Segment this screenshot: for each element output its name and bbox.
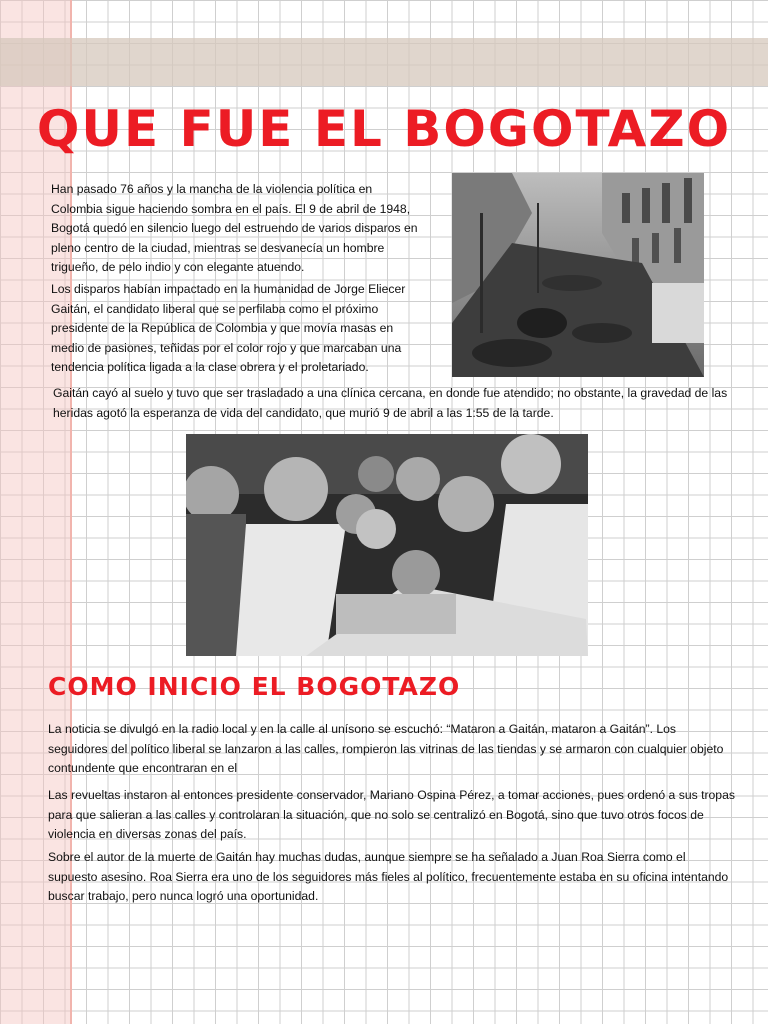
section-paragraph-2: Las revueltas instaron al entonces presidente conservador, Mariano Ospina Pérez, a tomar acciones, pues ordenó a sus tropas para que salieran a las calles y controlaran la situación, que no solo se centralizó en Bogotá, sino que tuvo otros focos de violencia en diversas zonas del país.	[48, 788, 735, 841]
gaitan-crowd-photo	[186, 434, 588, 656]
section-paragraph-1: La noticia se divulgó en la radio local y en la calle al unísono se escuchó: “Mataron a Gaitán, mataron a Gaitán”. Los seguidores del político liberal se lanzaron a las calles, rompieron las vitrinas de las tiendas y se armaron con cualquier objeto contundente que encontraran en el	[48, 722, 724, 775]
street-riot-photo	[452, 173, 704, 377]
section-paragraph-3: Sobre el autor de la muerte de Gaitán hay muchas dudas, aunque siempre se ha señalado a Juan Roa Sierra como el supuesto asesino. Roa Sierra era uno de los seguidores más fieles al político, frecuentemente estaba en su oficina intentando buscar trabajo, pero nunca logró una oportunidad.	[48, 850, 729, 903]
page-title: QUE FUE EL BOGOTAZO	[36, 100, 732, 158]
header-band	[0, 38, 768, 86]
section-heading: COMO INICIO EL BOGOTAZO	[48, 672, 461, 701]
intro-paragraph-3: Gaitán cayó al suelo y tuvo que ser trasladado a una clínica cercana, en donde fue atendido; no obstante, la gravedad de las heridas agotó la esperanza de vida del candidato, que murió 9 de abril a las 1:55 de la tarde.	[53, 386, 728, 420]
intro-paragraph-1: Han pasado 76 años y la mancha de la violencia política en Colombia sigue haciendo sombra en el país. El 9 de abril de 1948, Bogotá quedó en silencio luego del estruendo de varios disparos en pleno centro de la ciudad, mientras se desvanecía un hombre trigueño, de pelo indio y con elegante atuendo.	[51, 182, 418, 274]
intro-paragraph-2: Los disparos habían impactado en la humanidad de Jorge Eliecer Gaitán, el candidato liberal que se perfilaba como el próximo presidente de la República de Colombia y que movía masas en medio de pasiones, teñidas por el color rojo y que marcaban una tendencia política ligada a la clase obrera y el proletariado.	[51, 282, 406, 374]
